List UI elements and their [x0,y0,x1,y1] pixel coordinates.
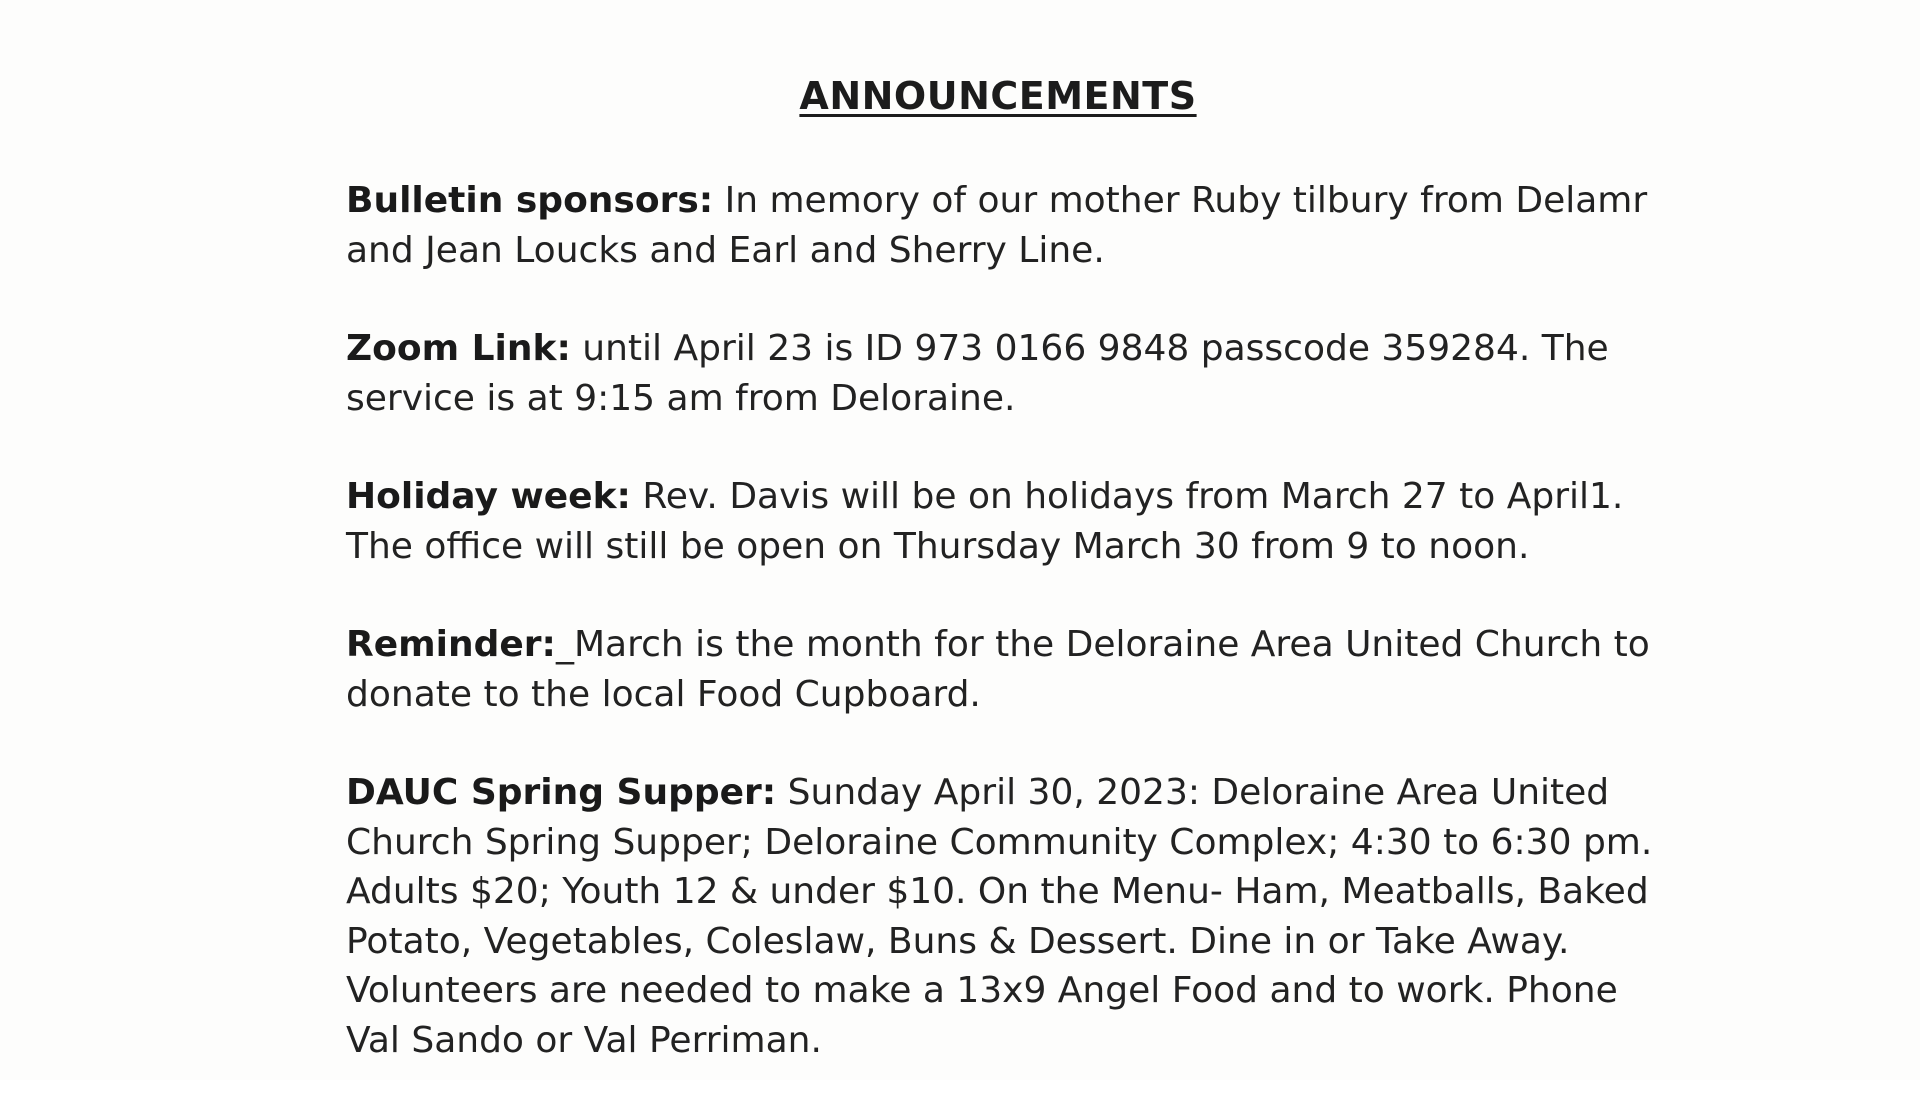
announcement-reminder [346,620,1666,719]
announcement-text: _March is the month for the Deloraine Area United Church to donate to the local Food Cupboard. [346,624,1650,715]
announcement-text: In memory of our mother Ruby tilbury from Delamr and Jean Loucks and Earl and Sherry Line. [346,180,1648,271]
page-title: ANNOUNCEMENTS [799,74,1197,118]
announcement-spring-supper [346,768,1666,1065]
announcements-list [346,176,1666,1114]
announcement-bulletin-sponsors [346,176,1666,275]
announcement-label: Zoom Link: [346,328,571,369]
announcement-text: Sunday April 30, 2023: Deloraine Area United Church Spring Supper; Deloraine Community Complex; 4:30 to 6:30 pm. Adults $20; Youth 12 & under $10. On the Menu- Ham, Meatballs, Baked Potato, Vegetables, Coleslaw, Buns & Dessert. Dine in or Take Away. Volunteers are needed to make a 13x9 Angel Food and to work. Phone Val Sando or Val Perriman. [346,772,1653,1061]
announcement-holiday-week [346,472,1666,571]
announcement-zoom-link [346,324,1666,423]
announcement-label: Reminder: [346,624,556,665]
announcement-text: until April 23 is ID 973 0166 9848 passcode 359284. The service is at 9:15 am from Deloraine. [346,328,1609,419]
announcement-label: DAUC Spring Supper: [346,772,777,813]
announcement-label: Holiday week: [346,476,631,517]
announcement-label: Bulletin sponsors: [346,180,714,221]
announcement-text: Rev. Davis will be on holidays from March 27 to April1. The office will still be open on Thursday March 30 from 9 to noon. [346,476,1624,567]
